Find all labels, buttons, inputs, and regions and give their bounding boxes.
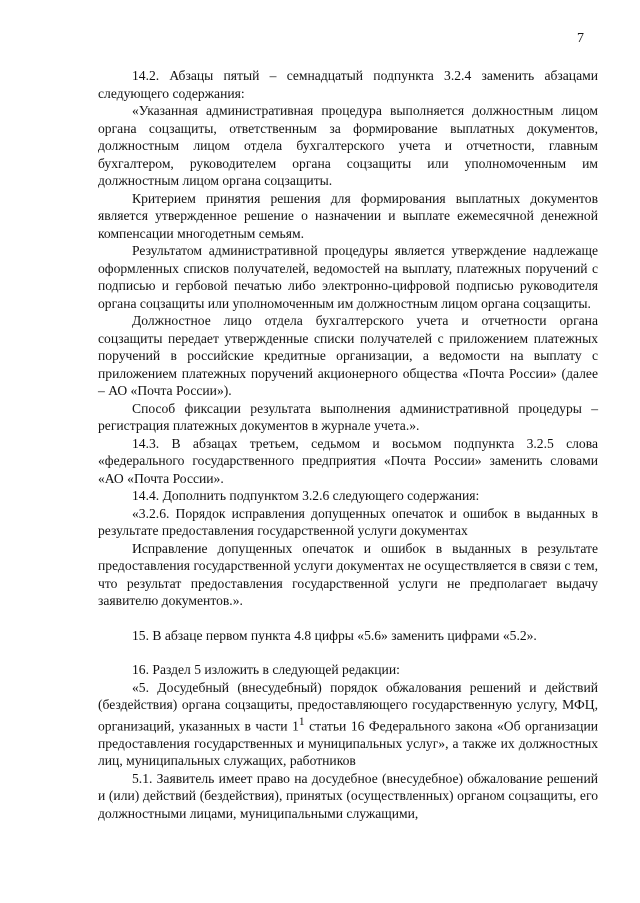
paragraph-decision-criterion: Критерием принятия решения для формирования выплатных документов является утвержденное решение о назначении и выплате ежемесячной денежной компенсации многодетным семьям. xyxy=(98,190,598,241)
paragraph-procedure-result: Результатом административной процедуры является утверждение надлежаще оформленных списков получателей, ведомостей на выплату, платежных поручений с подписью и гербовой печатью либо электронно-цифровой подписью руководителя органа соцзащиты или уполномоченным им должностным лицом органа соцзащиты. xyxy=(98,243,598,311)
section-5-heading-start: «5. Досудебный (внесудебный) порядок обжалования решений и действий (бездействия) органа соцзащиты, предоставляющего государственную услугу, МФЦ, организаций, указанных в части 1 xyxy=(98,679,598,734)
paragraph-14-4: 14.4. Дополнить подпунктом 3.2.6 следующего содержания: xyxy=(132,488,480,503)
paragraph-16: 16. Раздел 5 изложить в следующей редакции: xyxy=(132,662,400,677)
paragraph-section-5-heading xyxy=(98,679,598,770)
document-body xyxy=(98,67,598,822)
paragraph-5-1: 5.1. Заявитель имеет право на досудебное (внесудебное) обжалование решений и (или) действий (бездействия), принятых (осуществленных) органом соцзащиты, его должностными лицами, муниципальными служащими, xyxy=(98,770,598,821)
paragraph-14-2: 14.2. Абзацы пятый – семнадцатый подпункта 3.2.4 заменить абзацами следующего содержания: xyxy=(98,68,598,101)
section-5-heading-superscript: 1 xyxy=(298,715,305,728)
paragraph-documents-transfer: Должностное лицо отдела бухгалтерского учета и отчетности органа соцзащиты передает утвержденные списки получателей с приложением платежных поручений в российские кредитные организации, а ведомости на выплату с приложением платежных поручений акционерного общества «Почта России» (далее – АО «Почта России»). xyxy=(98,313,598,398)
section-5-heading-end: статьи 16 Федерального закона «Об организации предоставления государственных и муниципальных услуг», а также их должностных лиц, муниципальных служащих, работников xyxy=(98,718,598,769)
paragraph-procedure-executor: «Указанная административная процедура выполняется должностным лицом органа соцзащиты, ответственным за формирование выплатных документов, должностным лицом отдела бухгалтерского учета и отчетности, главным бухгалтером, руководителем органа соцзащиты или уполномоченным им должностным лицом органа соцзащиты. xyxy=(98,103,598,188)
paragraph-14-3: 14.3. В абзацах третьем, седьмом и восьмом подпункта 3.2.5 слова «федерального государственного предприятия «Почта России» заменить словами «АО «Почта России». xyxy=(98,435,598,486)
paragraph-result-fixation: Способ фиксации результата выполнения административной процедуры – регистрация платежных документов в журнале учета.». xyxy=(98,400,598,433)
paragraph-15: 15. В абзаце первом пункта 4.8 цифры «5.6» заменить цифрами «5.2». xyxy=(132,627,537,643)
paragraph-3-2-6-body: Исправление допущенных опечаток и ошибок в выданных в результате предоставления государственной услуги документах не осуществляется в связи с тем, что результат предоставления государственной услуги не предполагает выдачу заявителю документов.». xyxy=(98,540,598,608)
page-number: 7 xyxy=(577,31,584,46)
paragraph-3-2-6-heading: «3.2.6. Порядок исправления допущенных опечаток и ошибок в выданных в результате предоставления государственной услуги документах xyxy=(98,505,598,538)
